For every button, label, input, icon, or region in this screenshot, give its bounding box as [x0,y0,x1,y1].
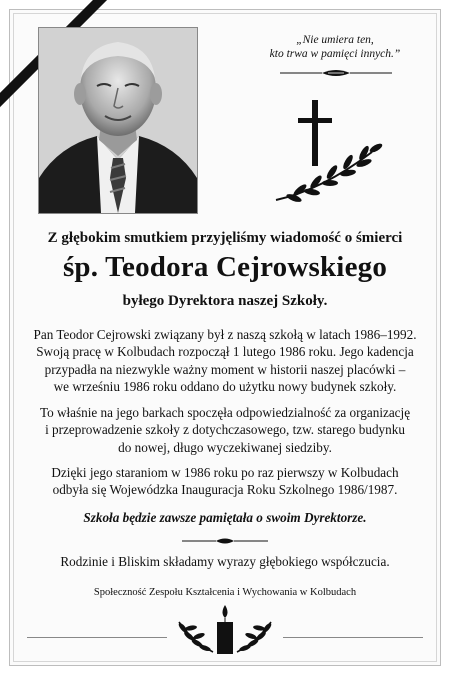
divider-ornament-icon [180,535,270,547]
deceased-name: śp. Teodora Cejrowskiego [62,251,388,283]
paragraph-responsibility [25,404,425,456]
paragraph-inauguration [25,464,425,499]
quote-line-2: kto trwa w pamięci innych.” [269,48,401,60]
footer-line-right [283,637,423,638]
text-line: odbyła się Wojewódzka Inauguracja Roku Szkolnego 1986/1987. [52,482,398,498]
signature: Społeczność Zespołu Kształcenia i Wychowania w Kolbudach [93,587,357,598]
portrait-photo [38,27,198,214]
quote-line-1: „Nie umiera ten, [296,34,374,46]
paragraph-history [25,326,425,395]
deceased-role: byłego Dyrektora naszej Szkoły. [122,293,328,309]
condolences-line: Rodzinie i Bliskim składamy wyrazy głębokiego współczucia. [60,554,390,569]
memorial-quote [240,33,430,61]
intro-line: Z głębokim smutkiem przyjęliśmy wiadomość o śmierci [47,230,403,246]
portrait-illustration [39,28,197,213]
text-line: do nowej, długo wyczekiwanej siedziby. [118,439,332,455]
remembrance-line: Szkoła będzie zawsze pamiętała o swoim Dyrektorze. [83,510,367,525]
text-line: Swoją pracę w Kolbudach rozpoczął 1 lutego 1986 roku. Jego kadencja [36,344,414,360]
text-line: i przeprowadzenie szkoły z dotychczasowego, tzw. starego budynku [45,422,405,438]
candle-icon [173,602,277,657]
divider-ornament-icon [278,66,394,80]
laurel-branch-icon [276,142,384,204]
text-line: To właśnie na jego barkach spoczęła odpowiedzialność za organizację [39,405,411,420]
text-line: Pan Teodor Cejrowski związany był z naszą szkołą w latach 1986–1992. [33,327,417,342]
text-line: we wrześniu 1986 roku oddano do użytku nowy budynek szkoły. [53,378,397,394]
text-line: przypadła na niezwykle ważny moment w historii naszej placówki – [44,361,406,377]
text-line: Dzięki jego staraniom w 1986 roku po raz pierwszy w Kolbudach [51,465,399,480]
cross-icon [272,98,392,206]
footer-line-left [27,637,167,638]
